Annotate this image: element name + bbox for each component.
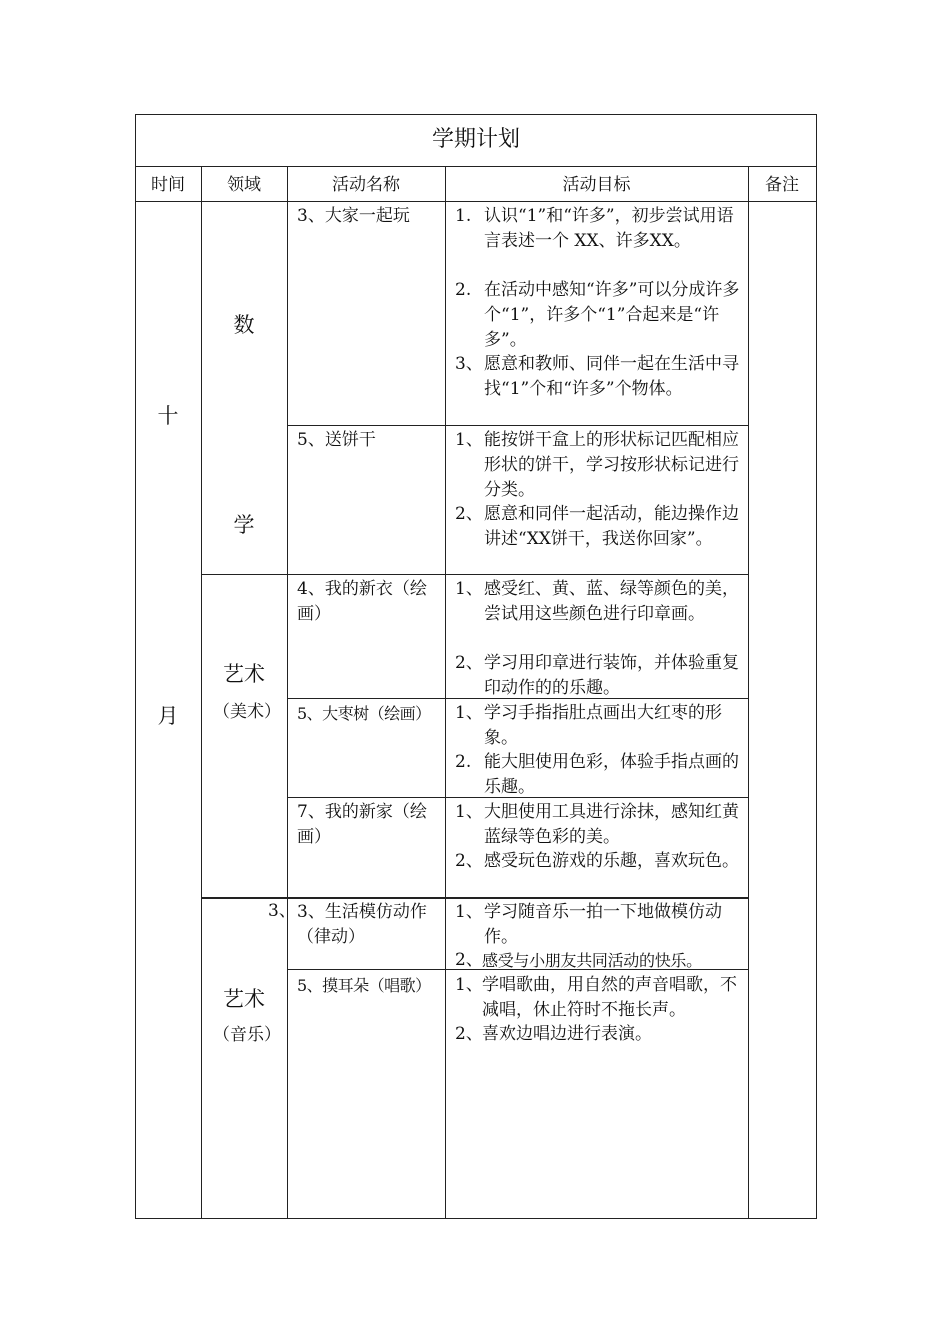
goal-number: 2. [455,752,472,772]
column-divider-domain [287,166,288,1219]
activity-name: 7、我的新家（绘画） [297,802,427,847]
goal-text: 学唱歌曲，用自然的声音唱歌，不减唱，休止符时不拖长声。 [482,975,737,1020]
goal-item [455,428,740,503]
activity-name: 5、摸耳朵（唱歌） [297,976,431,995]
table-border-left [135,114,136,1219]
goal-number: 1、 [455,902,483,922]
header-goal: 活动目标 [562,175,631,195]
domain-math-char-2: 学 [233,513,255,537]
goal-item [455,973,743,1023]
table-border-top [135,114,817,115]
table-border-bottom [135,1218,817,1219]
activity-name: 5、送饼干 [297,430,376,450]
goal-item [455,1022,740,1047]
goal-item [455,204,740,254]
time-char-month: 月 [157,704,179,728]
goal-item [455,278,740,353]
column-divider-goal [748,166,749,1219]
header-activity: 活动名称 [332,175,400,195]
domain-art: 艺术 [223,662,265,686]
goal-number: 2、 [455,950,483,970]
goal-number: 1、 [455,703,483,723]
time-char-ten: 十 [157,404,179,428]
goal-text: 感受红、黄、蓝、绿等颜色的美，尝试用这些颜色进行印章画。 [484,579,739,624]
header-time: 时间 [151,175,185,195]
activity-name: 3、大家一起玩 [297,206,410,226]
goal-number: 2、 [455,851,483,871]
goal-item [455,849,740,874]
activity-name: 5、大枣树（绘画） [297,704,431,723]
domain-music-sub: （音乐） [213,1025,281,1045]
activity-name-text: 4、我的新衣（绘画） [297,579,427,624]
domain-music: 艺术 [223,987,265,1011]
goal-item [455,577,740,627]
column-divider-activity [445,166,446,1219]
header-domain: 领域 [227,175,261,195]
domain-math-char-1: 数 [233,313,255,337]
goal-number: 1、 [455,975,483,995]
goal-number: 2、 [455,1024,483,1044]
goal-item [455,502,740,552]
header-divider [135,201,817,202]
goal-text: 感受与小朋友共同活动的快乐。 [482,951,702,970]
goal-number: 2、 [455,504,483,524]
goal-text: 认识“1”和“许多”，初步尝试用语言表述一个 XX、许多XX。 [484,206,734,251]
goal-text: 愿意和同伴一起活动，能边操作边讲述“XX饼干，我送你回家”。 [484,504,739,549]
goal-number: 1、 [455,579,483,599]
goal-number: 2. [455,280,472,300]
goal-number: 1、 [455,802,483,822]
goal-item [455,800,740,850]
goal-text: 愿意和教师、同伴一起在生活中寻找“1”个和“许多”个物体。 [484,354,739,399]
goal-number: 2、 [455,653,483,673]
goal-text: 大胆使用工具进行涂抹，感知红黄蓝绿等色彩的美。 [484,802,739,847]
stray-mark: 3、 [268,901,296,921]
goal-item [455,948,751,973]
header-note: 备注 [765,175,799,195]
title-divider [135,166,817,167]
goal-text: 能大胆使用色彩，体验手指点画的乐趣。 [484,752,739,797]
goal-text: 学习手指指肚点画出大红枣的形象。 [484,703,722,748]
goal-text: 感受玩色游戏的乐趣，喜欢玩色。 [484,851,739,871]
section-divider-math-art [201,574,749,575]
goal-item [455,750,740,800]
goal-text: 学习用印章进行装饰，并体验重复印动作的的乐趣。 [484,653,739,698]
goal-number: 1. [455,206,472,226]
row-divider-1 [287,425,749,426]
goal-text: 喜欢边唱边进行表演。 [482,1024,652,1044]
goal-item [455,651,740,701]
goal-number: 3、 [455,354,483,374]
goal-item [455,352,740,402]
goal-text: 学习随音乐一拍一下地做模仿动作。 [484,902,722,947]
activity-name [297,577,441,627]
page-title: 学期计划 [431,127,520,152]
goal-item [455,701,740,751]
goal-text: 能按饼干盒上的形状标记匹配相应形状的饼干，学习按形状标记进行分类。 [484,430,739,500]
goal-number: 1、 [455,430,483,450]
goal-item [455,900,740,950]
goal-text: 在活动中感知“许多”可以分成许多个“1”，许多个“1”合起来是“许多”。 [484,280,740,350]
activity-name: 3、生活模仿动作（律动） [297,902,427,947]
table-border-right [816,114,817,1219]
domain-art-sub: （美术） [213,702,281,722]
